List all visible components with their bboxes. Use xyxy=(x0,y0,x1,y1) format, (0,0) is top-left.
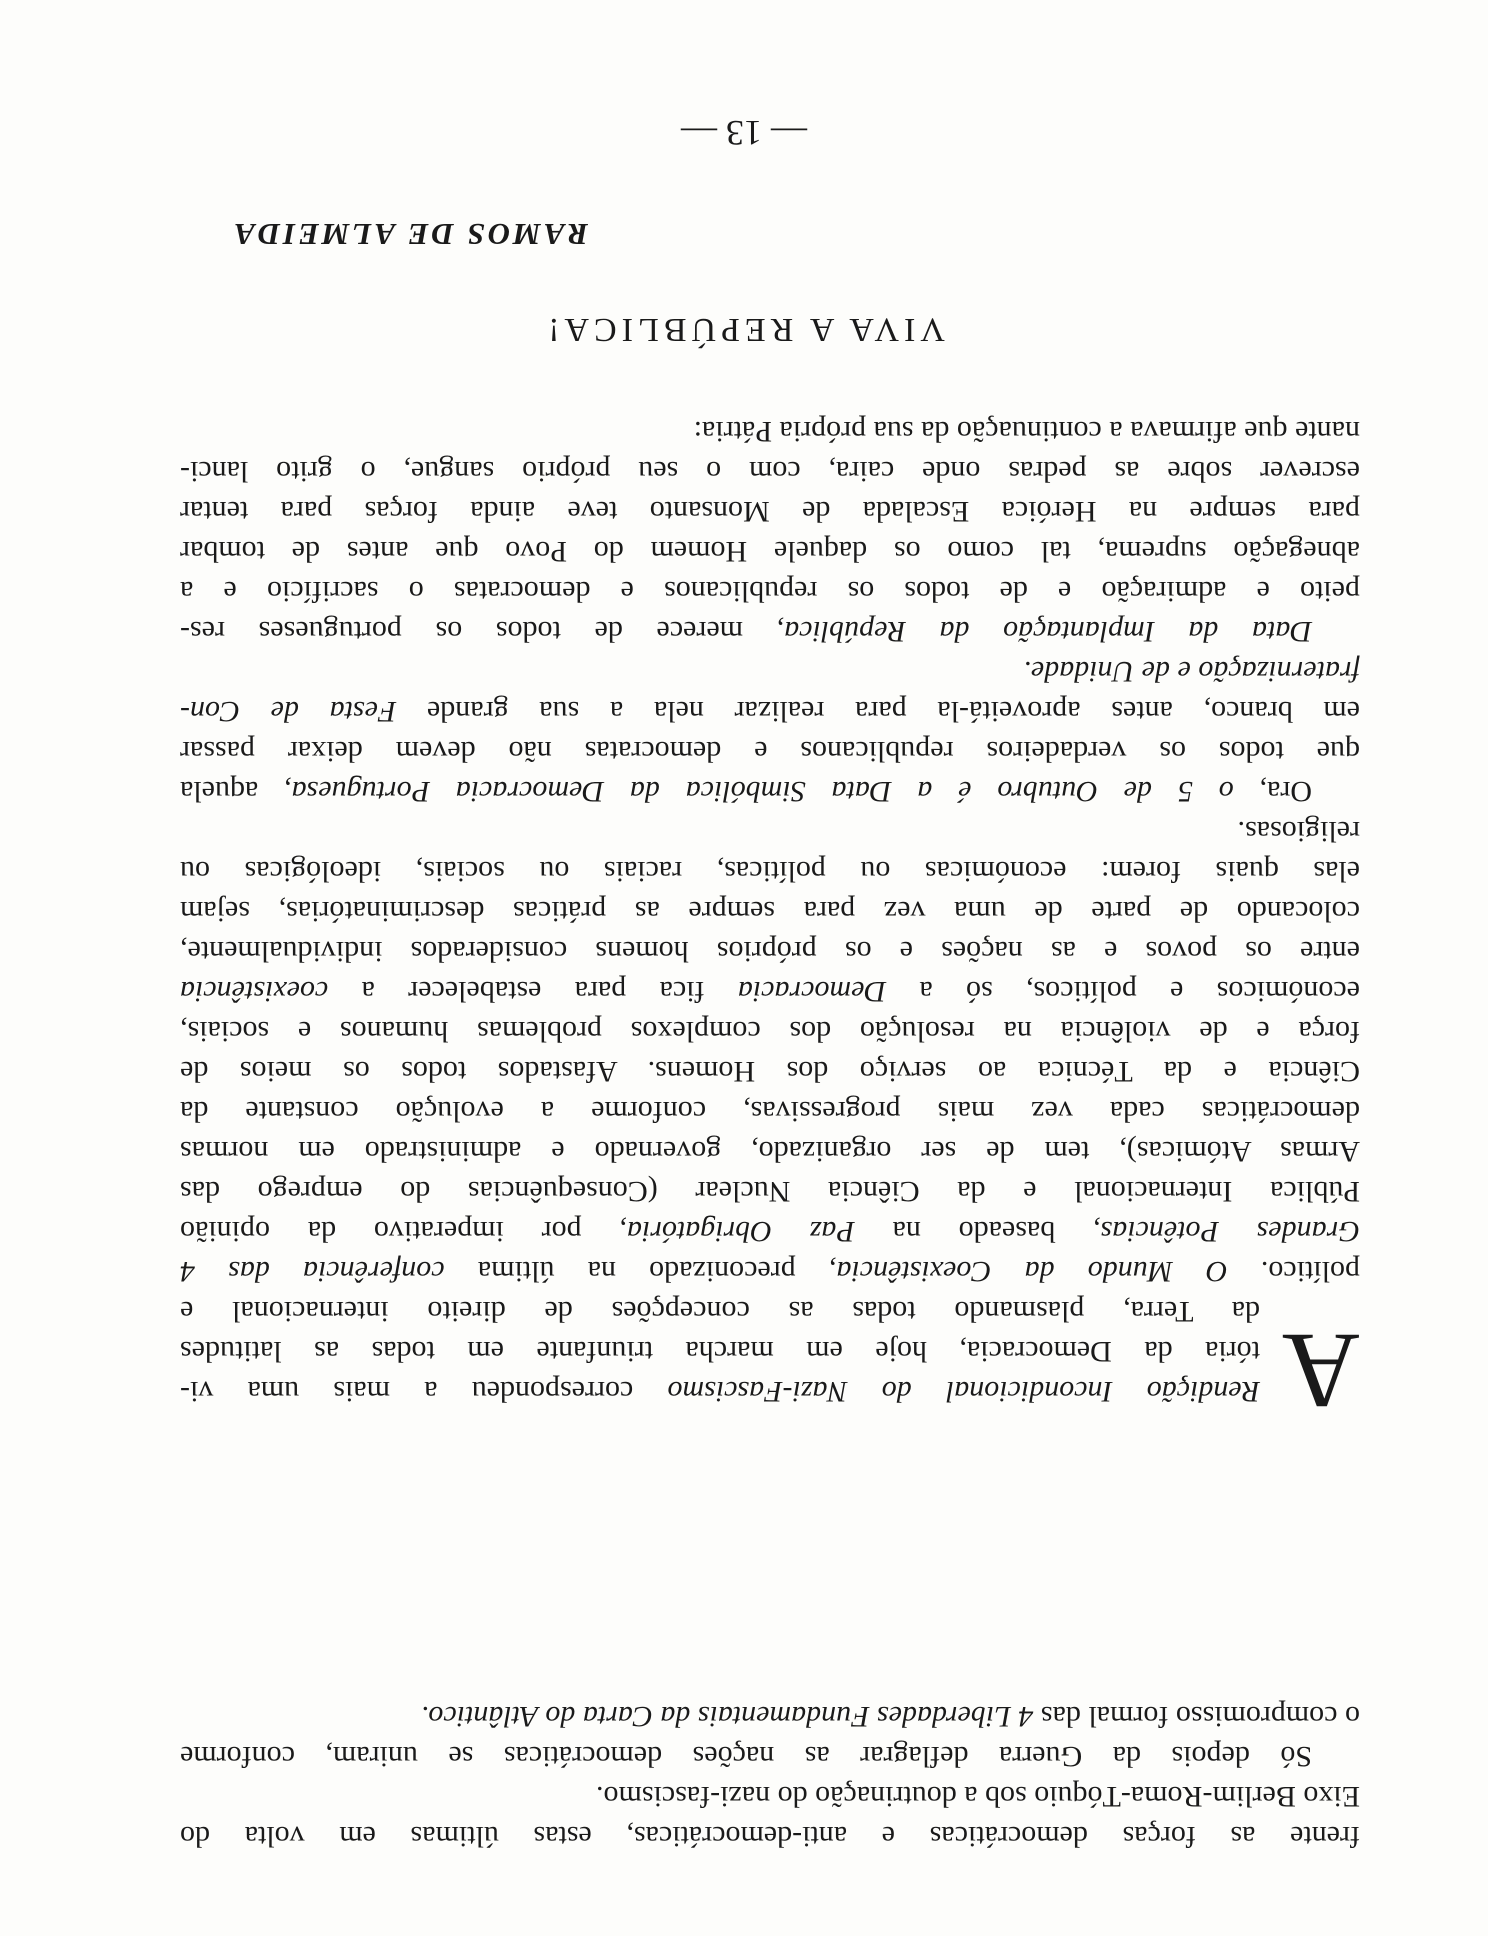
body-line xyxy=(180,611,1360,651)
italic-text: O Mundo da Coexistência, xyxy=(828,1255,1228,1288)
text: por imperativo da opinião xyxy=(180,1215,620,1248)
italic-text: Grandes Potências, xyxy=(1093,1215,1360,1248)
text: aquela xyxy=(180,775,285,808)
body-line xyxy=(180,971,1360,1011)
intro-line: Só depois da Guerra deflagrar as nações democráticas se uniram, conforme xyxy=(180,1740,1312,1773)
body-line: elas quais forem: económicas ou políticas, raciais ou sociais, ideológicas ou xyxy=(180,855,1360,888)
intro-italic-text: 4 Liberdades Fundamentais da Carta do Atlântico. xyxy=(420,1700,1034,1733)
text: em branco, antes aproveitá-la para realizar nela a sua grande xyxy=(396,695,1360,728)
body-line: força e de violência na resolução dos complexos problemas humanos e sociais, xyxy=(180,1015,1360,1048)
page-number: — 13 — xyxy=(681,113,807,153)
italic-text: Rendição Incondicional do Nazi-Fascismo xyxy=(667,1375,1260,1408)
body-line: colocando de parte de uma vez para sempre as práticas descriminatórias, sejam xyxy=(180,895,1360,928)
text: preconizado na última xyxy=(444,1255,829,1288)
italic-text: Paz Obrigatória, xyxy=(619,1215,855,1248)
body-line: entre os povos e as nações e os próprios homens considerados individualmente, xyxy=(180,935,1360,968)
text: correspondeu a mais uma vi- xyxy=(180,1375,668,1408)
intro-text: o compromisso formal das xyxy=(1033,1700,1360,1733)
text: merece de todos os portugueses res- xyxy=(180,615,777,648)
italic-text: o 5 de Outubro é a Data Simbólica da Democracia Portuguesa, xyxy=(284,775,1234,808)
body-line: religiosas. xyxy=(1237,815,1360,848)
body-line: peito e admiração e de todos os republicanos e democratas o sacrifício e a xyxy=(180,575,1360,608)
text: fica para estabelecer a xyxy=(328,975,738,1008)
body-line: Armas Atómicas), tem de ser organizado, governado e administrado em normas xyxy=(180,1135,1360,1168)
article-body xyxy=(180,411,1360,1411)
intro-line: Eixo Berlim-Roma-Tóquio sob a doutrinação do nazi-fascismo. xyxy=(596,1780,1360,1813)
drop-cap: A xyxy=(1282,1311,1360,1430)
italic-text: fraternização e de Unidade. xyxy=(1023,655,1360,688)
author-signature: RAMOS DE ALMEIDA xyxy=(231,217,588,252)
text: Ora, xyxy=(1233,775,1312,808)
italic-text: Festa de Con- xyxy=(180,695,397,728)
body-line: para sempre na Heróica Escalada de Monsanto teve ainda forças para tentar xyxy=(180,495,1360,528)
italic-text: coexistência xyxy=(180,975,329,1008)
italic-text: Data da Implantação da República, xyxy=(776,615,1312,648)
body-line xyxy=(180,1251,1360,1291)
body-line xyxy=(180,1371,1360,1411)
body-line xyxy=(180,651,1360,691)
body-line: tória da Democracia, hoje em marcha triunfante em todas as latitudes xyxy=(180,1335,1260,1368)
text: baseado na xyxy=(854,1215,1094,1248)
text: político. xyxy=(1227,1255,1360,1288)
italic-text: Democracia xyxy=(737,975,887,1008)
body-line: escrever sobre as pedras onde caira, com o seu próprio sangue, o grito lanci- xyxy=(180,455,1360,488)
body-line: abnegação suprema, tal como os daquele Homem do Povo que antes de tombar xyxy=(180,535,1360,568)
intro-line: frente as forças democráticas e anti-democráticas, estas últimas em volta do xyxy=(180,1820,1360,1853)
body-line: democráticas cada vez mais progressivas, conforme a evolução constante da xyxy=(180,1095,1360,1128)
body-line: Pública Internacional e da Ciência Nuclear (Consequências do emprego das xyxy=(180,1175,1360,1208)
body-line xyxy=(180,691,1360,731)
body-line: da Terra, plasmando todas as concepções de direito internacional e xyxy=(180,1295,1260,1328)
body-line xyxy=(180,1211,1360,1251)
body-line xyxy=(180,771,1360,811)
body-line: nante que afirmava a continuação da sua própria Pátria: xyxy=(693,415,1360,448)
text: económicos e políticos, só a xyxy=(886,975,1360,1008)
intro-line xyxy=(180,1696,1360,1736)
intro-paragraph xyxy=(180,1696,1360,1856)
body-line: que todos os verdadeiros republicanos e democratas não devem deixar passar xyxy=(180,735,1360,768)
closing-heading: VIVA A REPÚBLICA! xyxy=(543,311,945,348)
italic-text: conferência das 4 xyxy=(179,1255,445,1288)
body-line: Ciência e da Técnica ao serviço dos Homens. Afastados todos os meios de xyxy=(180,1055,1360,1088)
